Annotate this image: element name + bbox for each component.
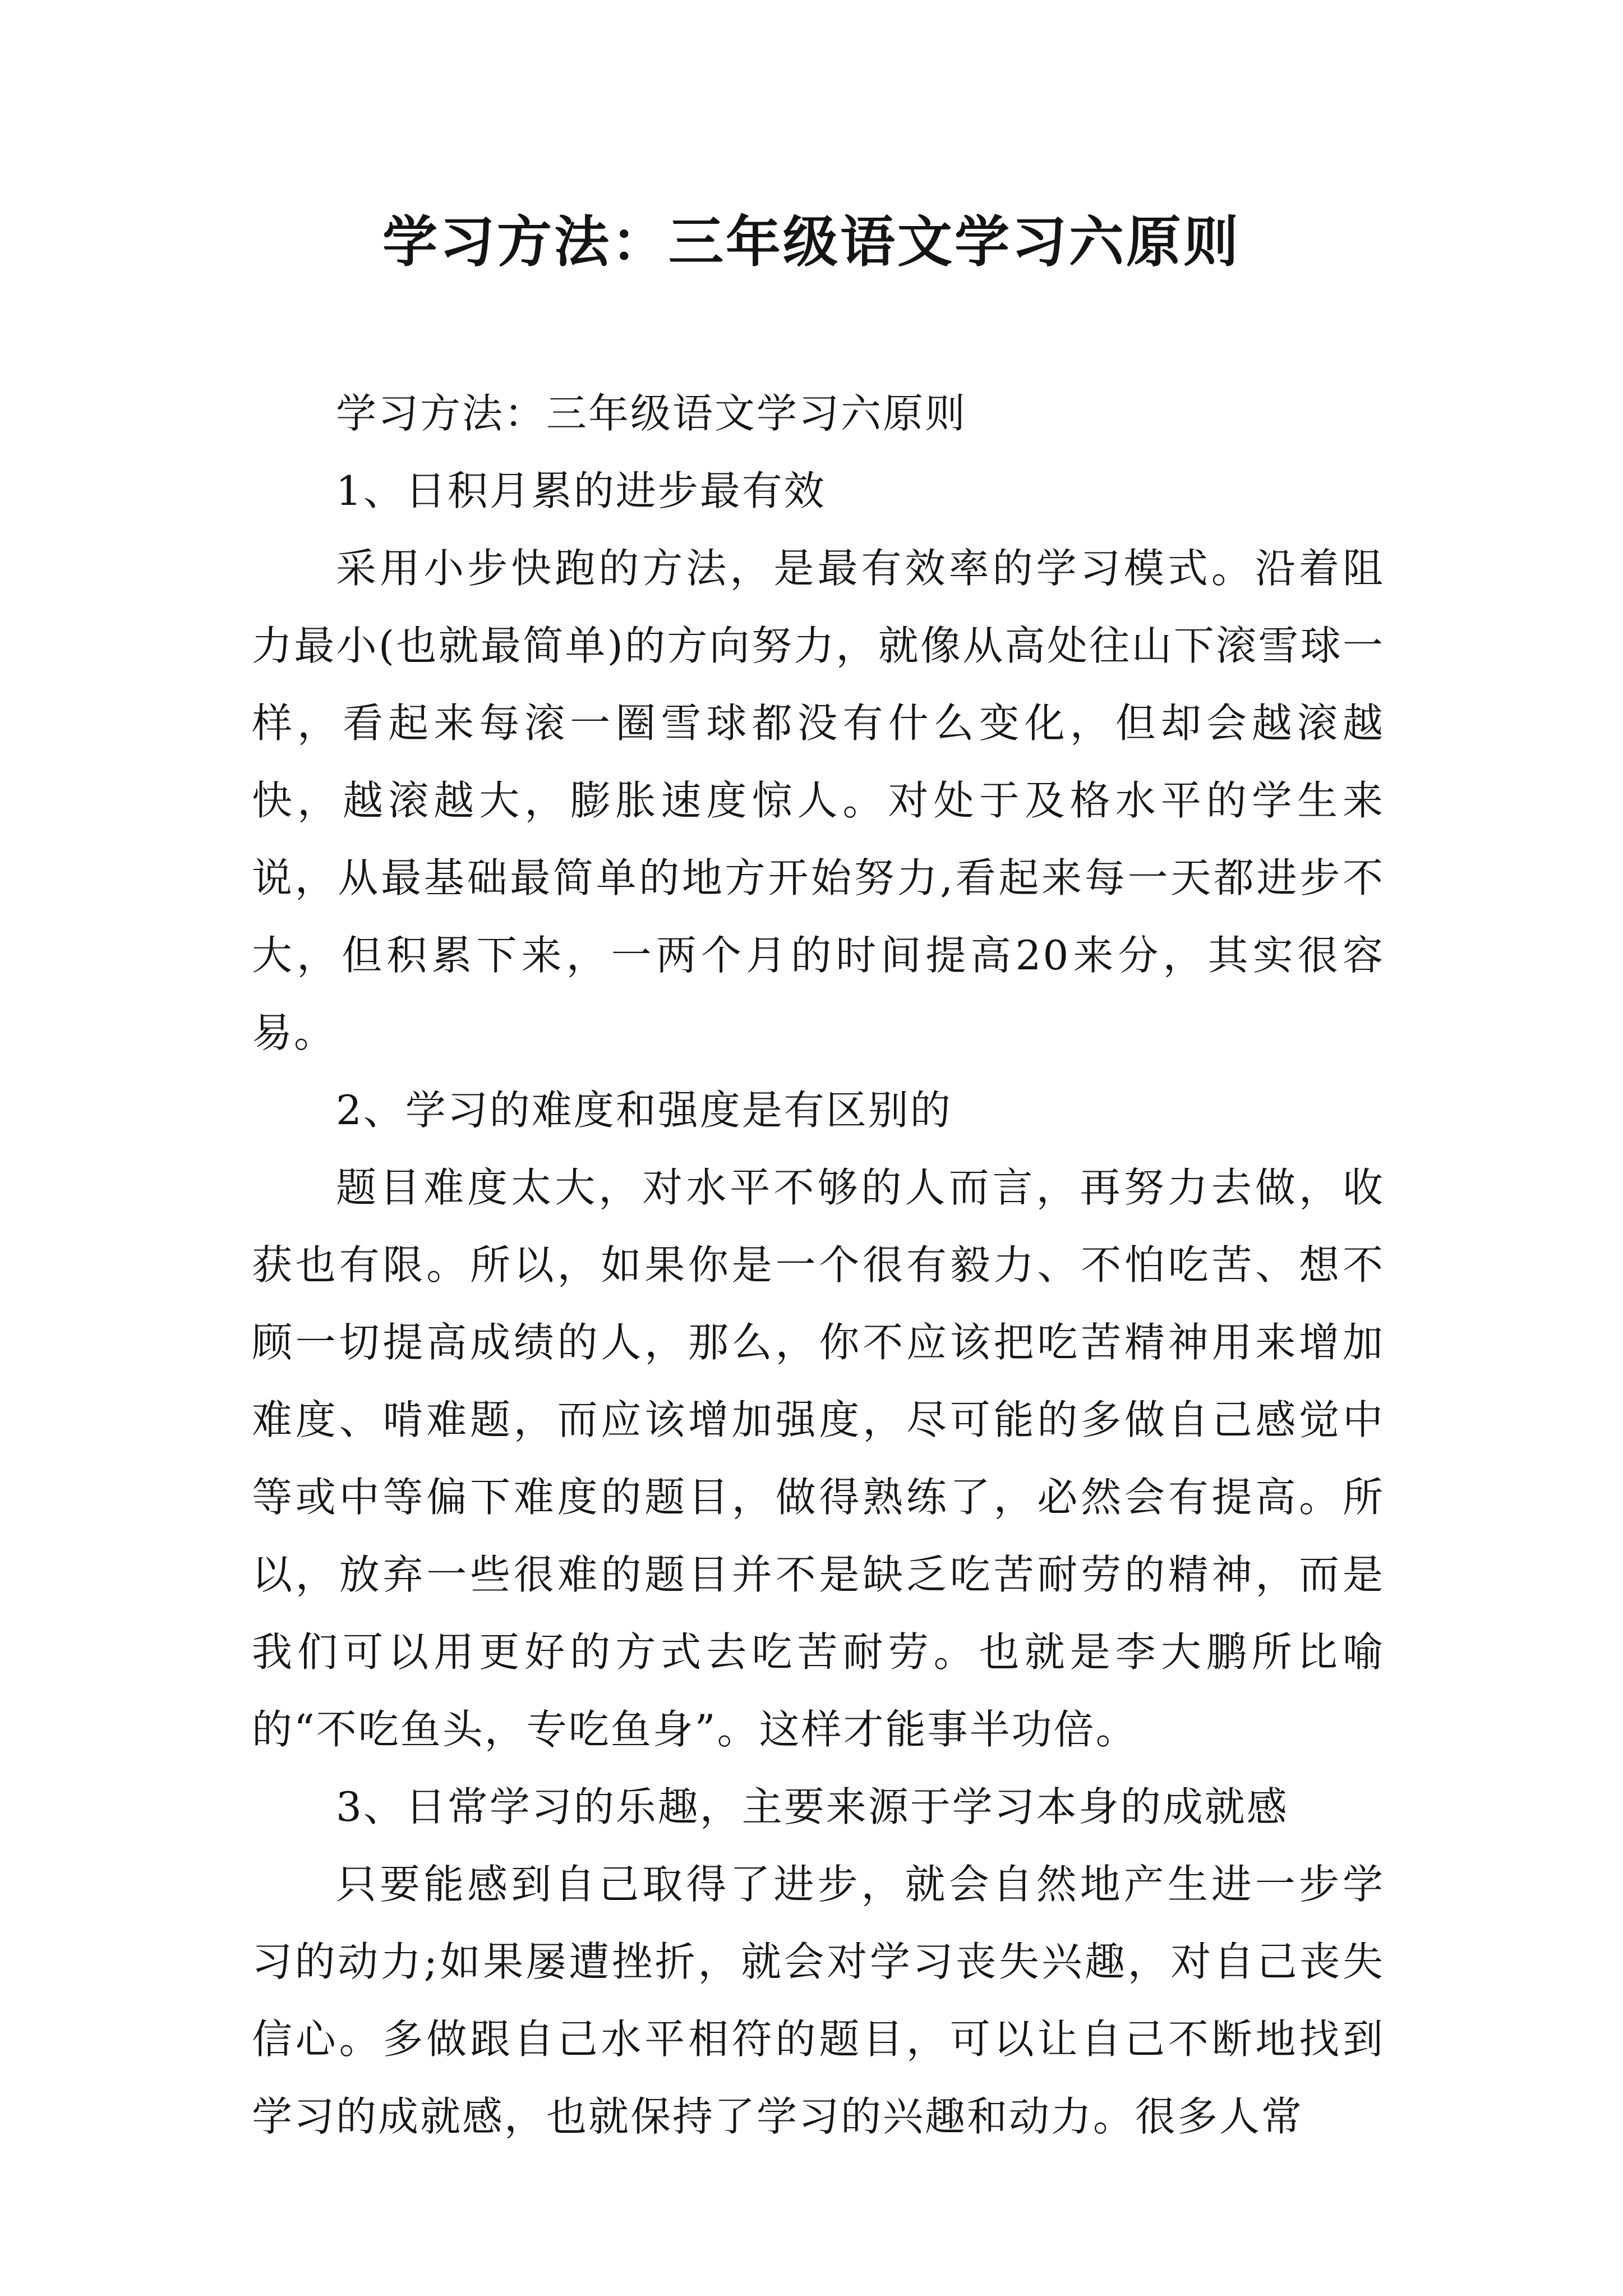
document-body [252, 375, 1385, 2155]
document-title: 学习方法：三年级语文学习六原则 [382, 210, 1241, 274]
section-paragraph-2: 题目难度太大，对水平不够的人而言，再努力去做，收获也有限。所以，如果你是一个很有毅力、不怕吃苦、想不顾一切提高成绩的人，那么，你不应该把吃苦精神用来增加难度、啃难题，而应该增加强度，尽可能的多做自己感觉中等或中等偏下难度的题目，做得熟练了，必然会有提高。所以，放弃一些很难的题目并不是缺乏吃苦耐劳的精神，而是我们可以用更好的方式去吃苦耐劳。也就是李大鹏所比喻的“不吃鱼头，专吃鱼身”。这样才能事半功倍。 [252, 1164, 1385, 1753]
intro-paragraph: 学习方法：三年级语文学习六原则 [336, 390, 967, 437]
section-heading-1: 1、日积月累的进步最有效 [336, 467, 826, 514]
section-paragraph-3: 只要能感到自己取得了进步，就会自然地产生进一步学习的动力;如果屡遭挫折，就会对学习丧失兴趣，对自己丧失信心。多做跟自己水平相符的题目，可以让自己不断地找到学习的成就感，也就保持了学习的兴趣和动力。很多人常 [252, 1861, 1385, 2140]
section-heading-2: 2、学习的难度和强度是有区别的 [336, 1087, 952, 1134]
section-heading-3: 3、日常学习的乐趣，主要来源于学习本身的成就感 [336, 1783, 1289, 1830]
section-paragraph-1: 采用小步快跑的方法，是最有效率的学习模式。沿着阻力最小(也就最简单)的方向努力，就像从高处往山下滚雪球一样，看起来每滚一圈雪球都没有什么变化，但却会越滚越快，越滚越大，膨胀速度惊人。对处于及格水平的学生来说，从最基础最简单的地方开始努力,看起来每一天都进步不大，但积累下来，一两个月的时间提高20来分，其实很容易。 [252, 545, 1385, 1056]
